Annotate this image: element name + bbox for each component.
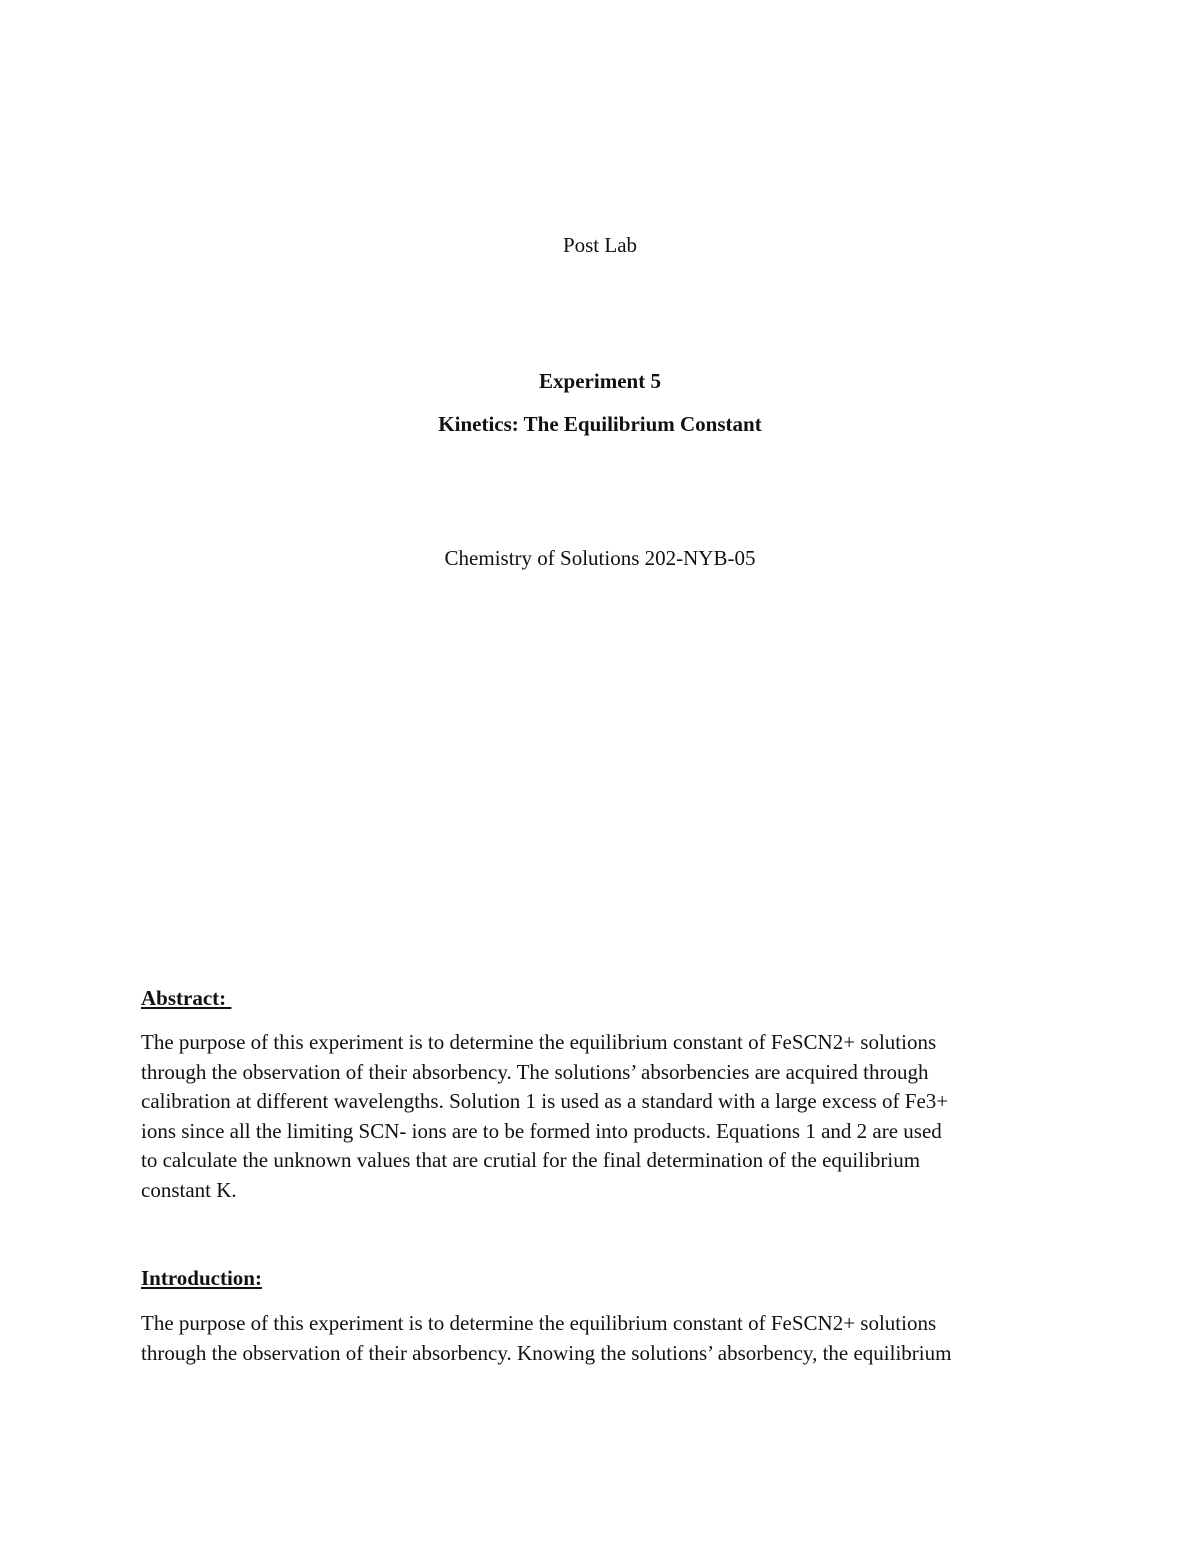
introduction-line: through the observation of their absorbency. Knowing the solutions’ absorbency, the equilibrium (141, 1340, 952, 1365)
abstract-line: ions since all the limiting SCN- ions are to be formed into products. Equations 1 and 2 are used (141, 1118, 942, 1143)
course-name: Chemistry of Solutions 202-NYB-05 (444, 546, 756, 570)
abstract-paragraph (141, 1028, 1071, 1206)
introduction-heading: Introduction: (141, 1266, 262, 1290)
abstract-line: The purpose of this experiment is to determine the equilibrium constant of FeSCN2+ solutions (141, 1030, 937, 1054)
abstract-line: constant K. (141, 1177, 237, 1202)
cover-label: Post Lab (562, 233, 638, 257)
abstract-line: through the observation of their absorbency. The solutions’ absorbencies are acquired through (141, 1059, 929, 1084)
experiment-number: Experiment 5 (539, 369, 661, 393)
abstract-line: to calculate the unknown values that are crutial for the final determination of the equilibrium (141, 1148, 921, 1173)
document-title: Kinetics: The Equilibrium Constant (438, 412, 762, 436)
abstract-heading: Abstract: (141, 986, 232, 1010)
introduction-line: The purpose of this experiment is to determine the equilibrium constant of FeSCN2+ solutions (141, 1311, 937, 1335)
introduction-paragraph (141, 1309, 1071, 1368)
abstract-line: calibration at different wavelengths. Solution 1 is used as a standard with a large excess of Fe3+ (141, 1089, 949, 1114)
